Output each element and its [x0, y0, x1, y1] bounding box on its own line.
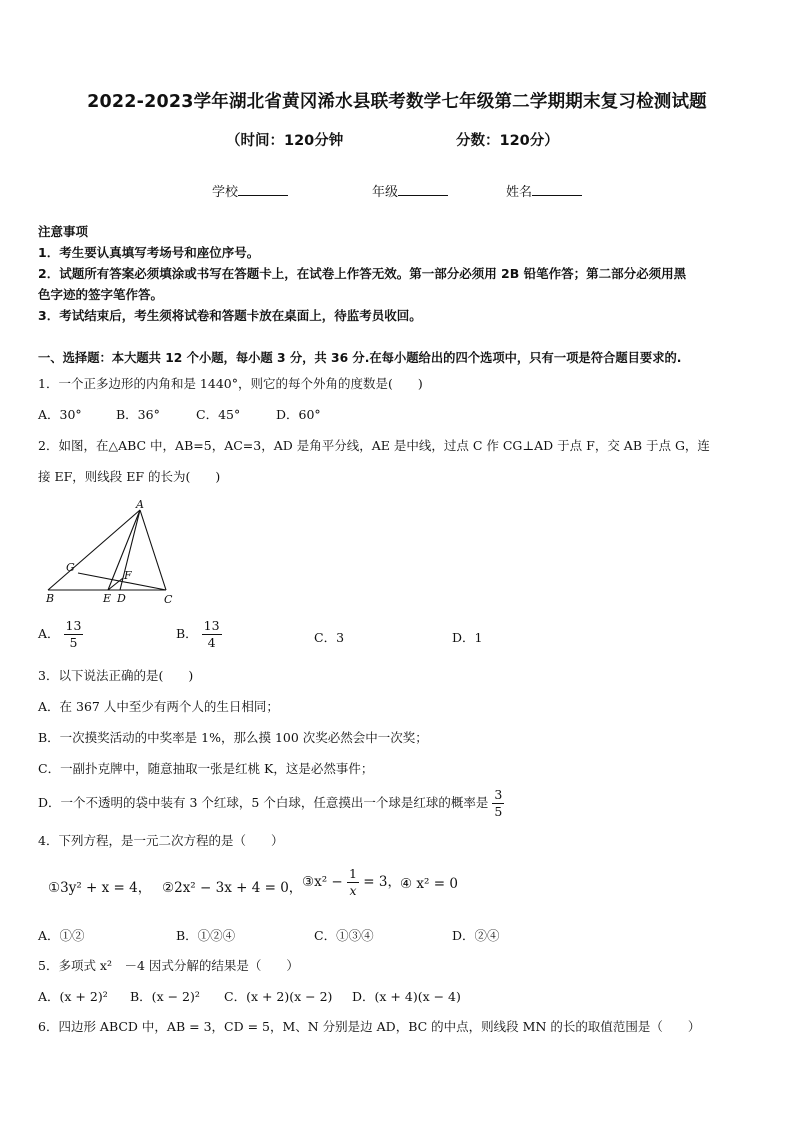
q4-option-d[interactable]: D．②④	[452, 928, 500, 943]
note-item: 1．考生要认真填写考场号和座位序号。	[38, 245, 260, 260]
q2-option-d[interactable]: D．1	[452, 630, 483, 645]
equation-4: ④ x² = 0	[400, 876, 458, 892]
name-label: 姓名	[506, 185, 533, 200]
equation-1: ①3y² + x = 4，	[48, 880, 152, 896]
question-5: 5．多项式 x² －4 因式分解的结果是（ ）	[38, 958, 299, 973]
q1-option-d[interactable]: D．60°	[276, 407, 321, 422]
question-2-line-2: 接 EF，则线段 EF 的长为( )	[38, 469, 221, 484]
q4-option-a[interactable]: A．①②	[38, 928, 85, 943]
school-field[interactable]	[212, 181, 288, 200]
q4-option-b[interactable]: B．①②④	[176, 928, 236, 943]
label-a: A	[136, 498, 144, 511]
note-item: 3．考试结束后，考生须将试卷和答题卡放在桌面上，待监考员收回。	[38, 308, 422, 323]
label-b: B	[46, 592, 55, 605]
question-2-line-1: 2．如图，在△ABC 中，AB=5，AC=3，AD 是角平分线，AE 是中线，过点 C 作 CG⊥AD 于点 F，交 AB 于点 G，连	[38, 438, 710, 453]
segment-ac	[140, 510, 166, 590]
q2-option-a[interactable]	[38, 618, 83, 651]
q5-option-d[interactable]: D．(x + 4)(x − 4)	[352, 989, 461, 1004]
fraction: $\frac{13}{4}$	[203, 618, 220, 650]
note-item: 色字迹的签字笔作答。	[38, 287, 164, 302]
notes-heading: 注意事项	[38, 224, 89, 239]
q2-option-c[interactable]: C．3	[314, 630, 345, 645]
grade-blank[interactable]	[398, 183, 448, 196]
label-g: G	[66, 561, 75, 574]
q3-option-a[interactable]: A．在 367 人中至少有两个人的生日相同；	[38, 699, 279, 714]
q1-option-c[interactable]: C．45°	[196, 407, 241, 422]
exam-score: 分数：120分）	[456, 133, 559, 149]
school-label: 学校	[212, 185, 239, 200]
exam-title: 2022-2023学年湖北省黄冈浠水县联考数学七年级第二学期期末复习检测试题	[87, 92, 707, 112]
section-heading: 一、选择题：本大题共 12 个小题，每小题 3 分，共 36 分.在每小题给出的四个选项中，只有一项是符合题目要求的.	[38, 351, 682, 365]
label-c: C	[164, 593, 173, 606]
school-blank[interactable]	[238, 183, 288, 196]
grade-label: 年级	[372, 185, 399, 200]
equation-3: ③x² − $\frac{1}{x}$ = 3，	[302, 866, 401, 898]
q2-option-b-label: B．	[176, 626, 198, 641]
q5-option-c[interactable]: C．(x + 2)(x − 2)	[224, 989, 333, 1004]
label-f: F	[124, 569, 132, 582]
q4-option-c[interactable]: C．①③④	[314, 928, 374, 943]
exam-time: （时间：120分钟	[226, 133, 344, 149]
q3-option-c[interactable]: C．一副扑克牌中，随意抽取一张是红桃 K，这是必然事件；	[38, 761, 374, 776]
name-field[interactable]	[506, 181, 582, 200]
q3-option-b[interactable]: B．一次摸奖活动的中奖率是 1%，那么摸 100 次奖必然会中一次奖；	[38, 730, 428, 745]
fraction: $\frac{3}{5}$	[494, 787, 503, 819]
question-3: 3．以下说法正确的是( )	[38, 668, 194, 683]
question-1: 1．一个正多边形的内角和是 1440°，则它的每个外角的度数是( )	[38, 376, 423, 391]
q1-option-a[interactable]: A．30°	[38, 407, 82, 422]
q3-option-d-text: D．一个不透明的袋中装有 3 个红球，5 个白球，任意摸出一个球是红球的概率是	[38, 795, 489, 810]
triangle-figure	[36, 496, 186, 608]
q2-option-a-label: A．	[38, 626, 60, 641]
question-4: 4．下列方程，是一元二次方程的是（ ）	[38, 833, 284, 848]
q3-option-d[interactable]	[38, 787, 504, 820]
q5-option-a[interactable]: A．(x + 2)²	[38, 989, 108, 1004]
q2-option-b[interactable]	[176, 618, 222, 651]
fraction: $\frac{1}{x}$	[349, 866, 357, 898]
label-e: E	[103, 592, 112, 605]
question-6: 6．四边形 ABCD 中，AB = 3，CD = 5，M、N 分别是边 AD，BC 的中点，则线段 MN 的长的取值范围是（ ）	[38, 1019, 701, 1034]
name-blank[interactable]	[532, 183, 582, 196]
label-d: D	[117, 592, 126, 605]
equation-2: ②2x² − 3x + 4 = 0，	[162, 880, 303, 896]
fraction: $\frac{13}{5}$	[65, 618, 82, 650]
q1-option-b[interactable]: B．36°	[116, 407, 160, 422]
q5-option-b[interactable]: B．(x − 2)²	[130, 989, 200, 1004]
note-item: 2．试题所有答案必须填涂或书写在答题卡上，在试卷上作答无效。第一部分必须用 2B 铅笔作答；第二部分必须用黑	[38, 266, 687, 281]
grade-field[interactable]	[372, 181, 448, 200]
segment-cg	[78, 573, 166, 590]
